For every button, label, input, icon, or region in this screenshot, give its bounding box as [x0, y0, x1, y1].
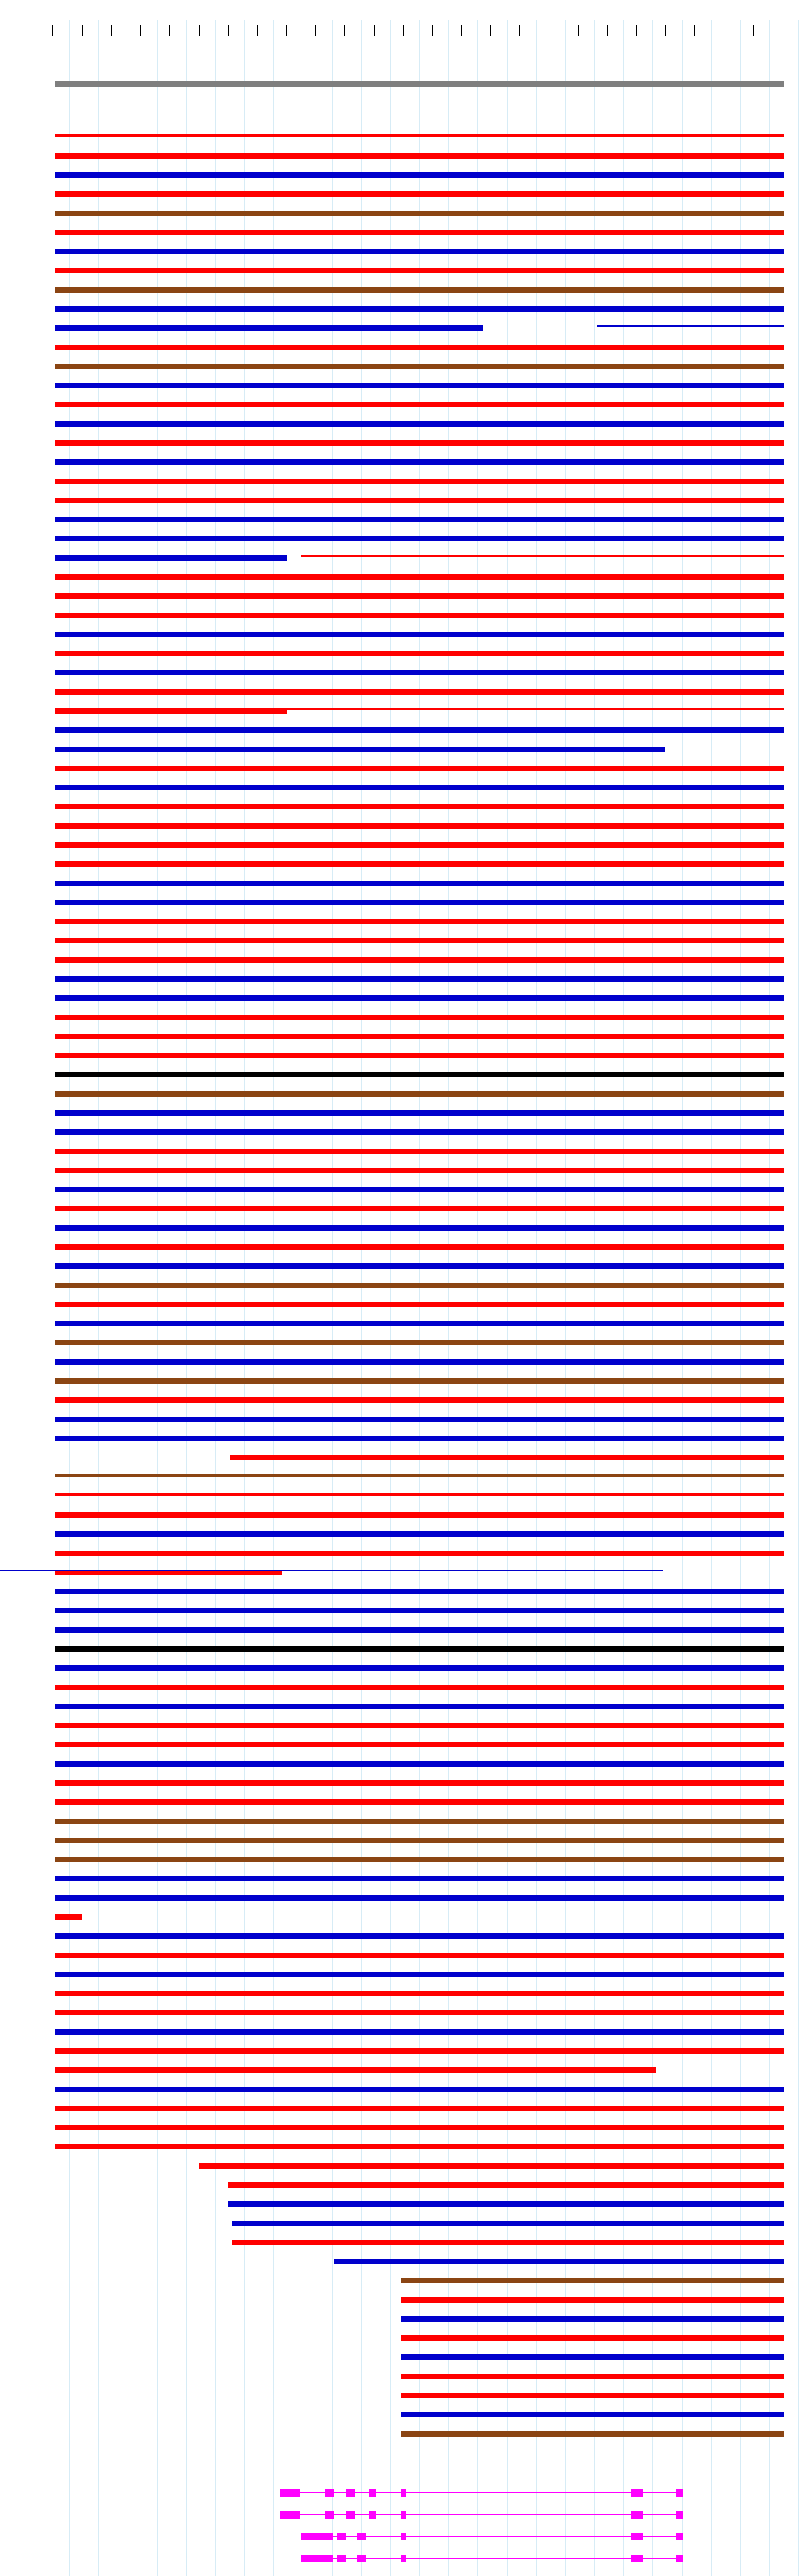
- gene-exon: [631, 2489, 643, 2497]
- variant-bar[interactable]: [228, 2201, 784, 2207]
- variant-bar[interactable]: [55, 766, 784, 771]
- ruler-tick: [665, 25, 666, 36]
- variant-bar[interactable]: [55, 995, 784, 1001]
- gene-exon: [631, 2555, 643, 2562]
- variant-bar[interactable]: [401, 2354, 784, 2360]
- variant-bar[interactable]: [401, 2393, 784, 2398]
- ruler-tick: [374, 25, 375, 36]
- ruler-tick: [169, 25, 170, 36]
- variant-bar[interactable]: [55, 1723, 784, 1728]
- gene-exon: [357, 2555, 366, 2562]
- variant-bar[interactable]: [55, 1129, 784, 1135]
- variant-bar[interactable]: [55, 1206, 784, 1211]
- variant-bar[interactable]: [55, 1110, 784, 1116]
- gene-exon: [631, 2511, 643, 2519]
- variant-bar[interactable]: [55, 230, 784, 235]
- variant-bar[interactable]: [55, 1283, 784, 1288]
- variant-bar[interactable]: [55, 2106, 784, 2111]
- gene-exon: [280, 2511, 300, 2519]
- variant-bar[interactable]: [55, 1627, 784, 1633]
- variant-bar[interactable]: [55, 1321, 784, 1326]
- variant-bar[interactable]: [401, 2297, 784, 2303]
- variant-bar[interactable]: [55, 1359, 784, 1365]
- variant-bar[interactable]: [55, 1397, 784, 1403]
- ruler-tick: [403, 25, 404, 36]
- variant-bar[interactable]: [55, 268, 784, 273]
- ruler-tick: [111, 25, 112, 36]
- ruler-tick: [607, 25, 608, 36]
- variant-bar[interactable]: [55, 345, 784, 350]
- ruler-tick: [461, 25, 462, 36]
- variant-bar[interactable]: [55, 1953, 784, 1958]
- variant-bar[interactable]: [55, 1168, 784, 1173]
- variant-bar[interactable]: [55, 2048, 784, 2054]
- variant-bar[interactable]: [55, 1417, 784, 1422]
- variant-bar[interactable]: [55, 1378, 784, 1384]
- variant-bar[interactable]: [0, 1570, 663, 1571]
- variant-bar[interactable]: [55, 1742, 784, 1747]
- gene-exon: [369, 2489, 376, 2497]
- variant-bar[interactable]: [55, 536, 784, 541]
- ruler-tick: [753, 25, 754, 36]
- variant-bar[interactable]: [55, 1780, 784, 1786]
- variant-bar[interactable]: [55, 1704, 784, 1709]
- variant-bar[interactable]: [401, 2431, 784, 2437]
- variant-bar[interactable]: [55, 1665, 784, 1671]
- variant-bar[interactable]: [55, 2029, 784, 2035]
- variant-bar[interactable]: [55, 747, 665, 752]
- gene-exon: [631, 2533, 643, 2540]
- variant-bar[interactable]: [55, 785, 784, 790]
- variant-bar[interactable]: [597, 325, 784, 327]
- variant-bar[interactable]: [55, 1436, 784, 1441]
- variant-bar[interactable]: [401, 2316, 784, 2322]
- ruler-tick: [344, 25, 345, 36]
- variant-bar[interactable]: [55, 1685, 784, 1690]
- gene-exon: [401, 2533, 406, 2540]
- variant-bar[interactable]: [55, 172, 784, 178]
- variant-bar[interactable]: [55, 2125, 784, 2130]
- gene-exon: [325, 2489, 334, 2497]
- ruler-tick: [490, 25, 491, 36]
- variant-bar[interactable]: [55, 1819, 784, 1824]
- gene-exon: [346, 2489, 355, 2497]
- variant-bar[interactable]: [301, 1608, 683, 1610]
- variant-bar[interactable]: [55, 1531, 784, 1537]
- variant-bar[interactable]: [232, 2221, 784, 2226]
- variant-bar[interactable]: [55, 708, 287, 714]
- variant-bar[interactable]: [55, 651, 784, 656]
- variant-bar[interactable]: [55, 153, 784, 159]
- gene-exon: [676, 2555, 683, 2562]
- variant-bar[interactable]: [55, 1493, 784, 1496]
- variant-bar[interactable]: [55, 881, 784, 886]
- gene-exon: [676, 2533, 683, 2540]
- variant-bar[interactable]: [55, 861, 784, 867]
- variant-bar[interactable]: [55, 1914, 82, 1920]
- ruler-tick: [52, 25, 53, 36]
- variant-bar[interactable]: [55, 134, 784, 137]
- variant-bar[interactable]: [55, 613, 784, 618]
- variant-bar[interactable]: [401, 2278, 784, 2283]
- variant-bar[interactable]: [55, 1646, 784, 1652]
- gene-exon: [676, 2511, 683, 2519]
- ruler-tick: [694, 25, 695, 36]
- gene-exon: [325, 2511, 334, 2519]
- ruler-tick: [519, 25, 520, 36]
- variant-bar[interactable]: [55, 1895, 784, 1901]
- gene-exon: [401, 2511, 406, 2519]
- variant-bar[interactable]: [55, 1838, 784, 1843]
- variant-bar[interactable]: [199, 2163, 784, 2169]
- variant-bar[interactable]: [55, 919, 784, 924]
- variant-bar[interactable]: [55, 976, 784, 982]
- variant-bar[interactable]: [55, 306, 784, 312]
- variant-bar[interactable]: [55, 498, 784, 503]
- variant-bar[interactable]: [55, 517, 784, 522]
- variant-bar[interactable]: [55, 1015, 784, 1020]
- ruler-tick: [578, 25, 579, 36]
- variant-bar[interactable]: [55, 632, 784, 637]
- variant-bar[interactable]: [55, 804, 784, 809]
- variant-bar[interactable]: [55, 1187, 784, 1192]
- variant-bar[interactable]: [55, 1474, 784, 1477]
- gene-exon: [280, 2489, 300, 2497]
- variant-bar[interactable]: [55, 574, 784, 580]
- variant-bar[interactable]: [55, 1244, 784, 1250]
- variant-bar[interactable]: [301, 1589, 683, 1591]
- variant-bar[interactable]: [55, 1876, 784, 1881]
- variant-bar[interactable]: [55, 325, 483, 331]
- variant-bar[interactable]: [228, 2182, 784, 2188]
- variant-bar[interactable]: [55, 1149, 784, 1154]
- variant-bar[interactable]: [55, 842, 784, 848]
- variant-bar[interactable]: [55, 1225, 784, 1231]
- ruler-tick: [140, 25, 141, 36]
- variant-bar[interactable]: [401, 2335, 784, 2341]
- variant-bar[interactable]: [55, 1091, 784, 1097]
- variant-bar[interactable]: [55, 1991, 784, 1996]
- variant-bar[interactable]: [55, 479, 784, 484]
- variant-bar[interactable]: [55, 249, 784, 254]
- variant-bar[interactable]: [55, 2010, 784, 2015]
- ruler-tick: [228, 25, 229, 36]
- variant-bar[interactable]: [232, 2240, 784, 2245]
- variant-bar[interactable]: [55, 938, 784, 943]
- variant-bar[interactable]: [55, 593, 784, 599]
- variant-bar[interactable]: [55, 1799, 784, 1805]
- gene-exon: [346, 2511, 355, 2519]
- variant-bar[interactable]: [55, 2087, 784, 2092]
- variant-bar[interactable]: [301, 555, 784, 557]
- gene-exon: [301, 2555, 333, 2562]
- variant-bar[interactable]: [55, 957, 784, 963]
- ruler-tick: [257, 25, 258, 36]
- variant-bar[interactable]: [401, 2412, 784, 2417]
- gene-exon: [301, 2533, 333, 2540]
- variant-bar[interactable]: [55, 900, 784, 905]
- variant-bar[interactable]: [55, 2067, 656, 2073]
- variant-bar[interactable]: [55, 555, 287, 561]
- variant-bar[interactable]: [285, 708, 784, 710]
- variant-bar[interactable]: [55, 1933, 784, 1939]
- variant-bar[interactable]: [55, 287, 784, 293]
- variant-bar[interactable]: [55, 1263, 784, 1269]
- variant-bar[interactable]: [55, 1034, 784, 1039]
- variant-bar[interactable]: [55, 1857, 784, 1862]
- variant-bar[interactable]: [55, 383, 784, 388]
- variant-bar[interactable]: [55, 1551, 784, 1556]
- variant-bar[interactable]: [55, 364, 784, 369]
- variant-bar[interactable]: [55, 402, 784, 407]
- variant-bar[interactable]: [55, 211, 784, 216]
- gene-exon: [357, 2533, 366, 2540]
- ruler-tick: [199, 25, 200, 36]
- variant-bar[interactable]: [401, 2374, 784, 2379]
- variant-bar[interactable]: [334, 2259, 784, 2264]
- variant-bar[interactable]: [55, 1053, 784, 1058]
- variant-bar[interactable]: [55, 1972, 784, 1977]
- variant-bar[interactable]: [285, 459, 784, 461]
- cytogenetic-band-bar: [55, 81, 784, 87]
- variant-bar[interactable]: [55, 421, 784, 427]
- ruler-tick: [432, 25, 433, 36]
- variant-bar[interactable]: [55, 1072, 784, 1077]
- variant-bar[interactable]: [55, 440, 784, 446]
- variant-bar[interactable]: [55, 1302, 784, 1307]
- grid-line: [798, 20, 799, 2576]
- variant-bar[interactable]: [55, 2144, 784, 2149]
- variant-bar[interactable]: [55, 670, 784, 675]
- variant-bar[interactable]: [55, 727, 784, 733]
- variant-bar[interactable]: [55, 1761, 784, 1767]
- gene-exon: [369, 2511, 376, 2519]
- ruler-tick: [315, 25, 316, 36]
- gene-exon: [676, 2489, 683, 2497]
- ruler-axis: [52, 25, 781, 36]
- gene-exon: [337, 2533, 346, 2540]
- gene-exon: [337, 2555, 346, 2562]
- gene-line[interactable]: [280, 2514, 683, 2515]
- variant-bar[interactable]: [55, 191, 784, 197]
- ruler-tick: [82, 25, 83, 36]
- gene-exon: [401, 2555, 406, 2562]
- gene-line[interactable]: [280, 2492, 683, 2493]
- ruler-tick: [636, 25, 637, 36]
- variant-bar[interactable]: [55, 1340, 784, 1345]
- variant-bar[interactable]: [55, 823, 784, 829]
- variant-bar[interactable]: [230, 1455, 784, 1460]
- ruler-tick: [286, 25, 287, 36]
- variant-bar[interactable]: [55, 689, 784, 695]
- variant-bar[interactable]: [55, 1512, 784, 1518]
- gene-exon: [401, 2489, 406, 2497]
